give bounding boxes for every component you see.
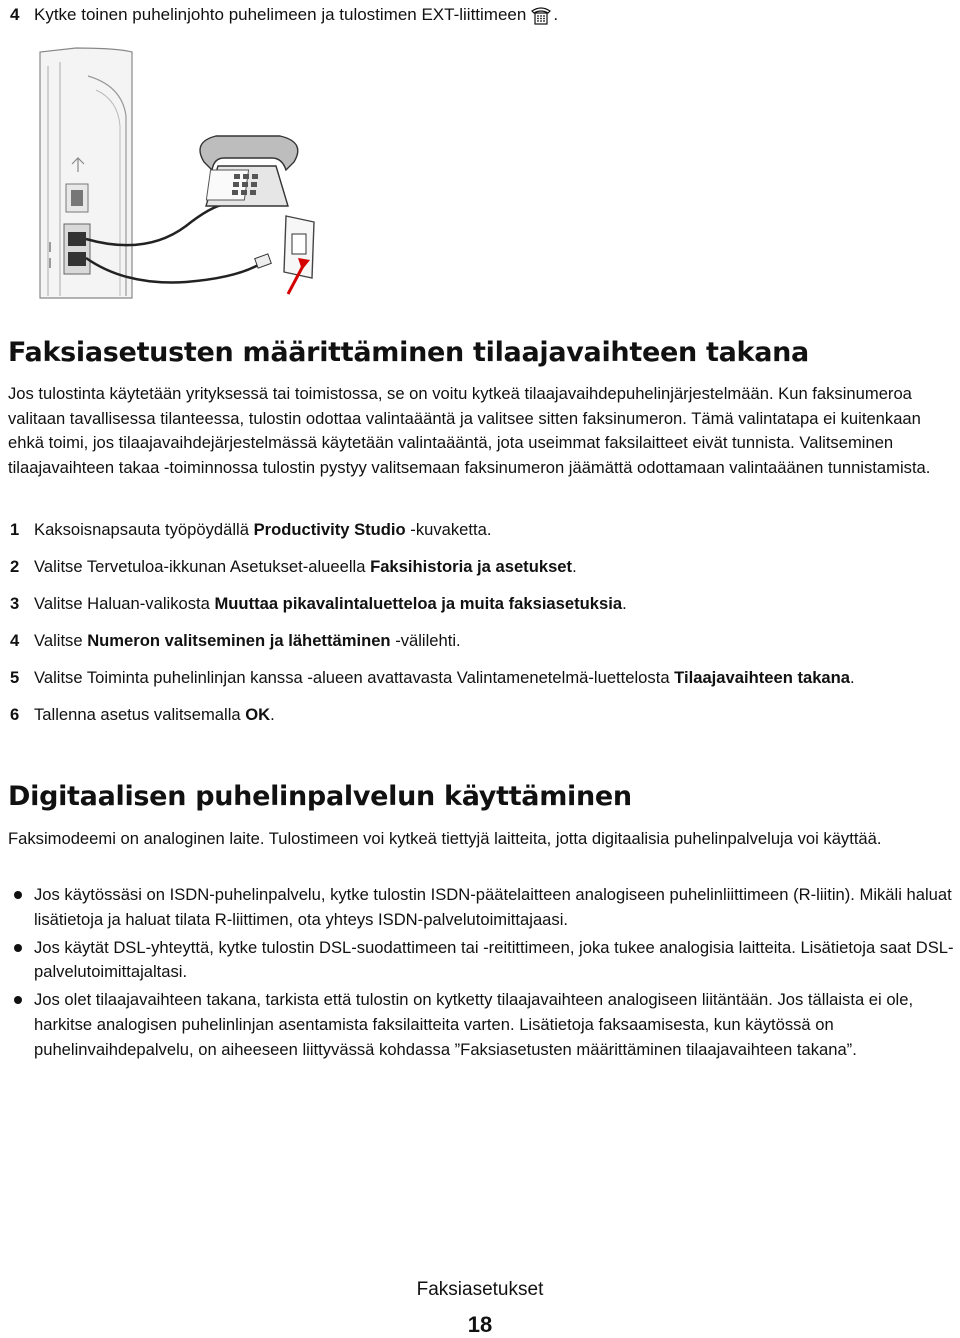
list-item bbox=[8, 517, 958, 542]
list-item bbox=[8, 883, 958, 932]
step-text: Valitse Tervetuloa-ikkunan Asetukset-alueella bbox=[34, 557, 371, 576]
step-bold-text: Tilaajavaihteen takana bbox=[674, 668, 851, 687]
list-item bbox=[8, 628, 958, 653]
bullet-text: Jos olet tilaajavaihteen takana, tarkista että tulostin on kytketty tilaajavaihteen analogiseen liitäntään. Jos tällaista ei ole, harkitse analogisen puhelinlinjan asentamista faksilaitteita varten. Lisätietoja faksaamisesta, kun käytössä on puhelinvaihdepalvelu, on aiheeseen liittyvässä kohdassa ”Faksiasetusten määrittäminen tilaajavaihteen takana”. bbox=[34, 990, 914, 1059]
step-text: Kaksoisnapsauta työpöydällä bbox=[34, 520, 254, 539]
list-item bbox=[8, 936, 958, 985]
step-text: Tallenna asetus valitsemalla bbox=[34, 705, 246, 724]
section-paragraph-digital: Faksimodeemi on analoginen laite. Tulostimeen voi kytkeä tiettyjä laitteita, jotta digitaalisia puhelinpalveluja voi käyttää. bbox=[8, 829, 882, 848]
bullet-icon bbox=[14, 996, 22, 1004]
section-heading-digital: Digitaalisen puhelinpalvelun käyttäminen bbox=[8, 781, 632, 812]
step-number: 6 bbox=[10, 705, 20, 724]
step-bold-text: OK bbox=[245, 705, 271, 724]
bullet-list bbox=[8, 883, 958, 1066]
list-item bbox=[8, 591, 958, 616]
list-item bbox=[8, 665, 958, 690]
step-text-end: . bbox=[850, 668, 855, 687]
steps-list bbox=[8, 517, 958, 739]
step-text-end: . bbox=[270, 705, 275, 724]
footer-chapter-label bbox=[0, 1279, 960, 1301]
step-text-end: . bbox=[572, 557, 577, 576]
step-text: Valitse bbox=[34, 631, 88, 650]
page-number: 18 bbox=[467, 1312, 493, 1337]
bullet-icon bbox=[14, 944, 22, 952]
bullet-icon bbox=[14, 891, 22, 899]
step-text-end: . bbox=[622, 594, 627, 613]
step-number: 4 bbox=[10, 631, 20, 650]
step-suffix: . bbox=[553, 5, 559, 24]
step-text: Valitse Haluan-valikosta bbox=[34, 594, 215, 613]
step-text: Kytke toinen puhelinjohto puhelimeen ja tulostimen EXT-liittimeen bbox=[34, 5, 527, 24]
step-number: 2 bbox=[10, 557, 20, 576]
step-bold-text: Faksihistoria ja asetukset bbox=[370, 557, 573, 576]
step-bold-text: Productivity Studio bbox=[253, 520, 406, 539]
step-number: 3 bbox=[10, 594, 20, 613]
step-4 bbox=[10, 4, 558, 26]
section-paragraph-pbx: Jos tulostinta käytetään yrityksessä tai toimistossa, se on voitu kytkeä tilaajavaihdepuhelinjärjestelmään. Kun faksinumeroa valitaan tavallisessa tilanteessa, tulostin odottaa valintaääntä ja valitsee sitten faksinumeron. Tämä valintatapa ei kuitenkaan ehkä toimi, jos tilaajavaihdejärjestelmässä käytetään valintaääntä, jota useimmat faksilaitteet eivät tunnista. Valitseminen tilaajavaihteen takaa -toiminnossa tulostin pystyy valitsemaan faksinumeron jäämättä odottamaan valintaäänen tunnistamista. bbox=[8, 384, 931, 477]
list-item bbox=[8, 554, 958, 579]
step-text: Valitse Toiminta puhelinlinjan kanssa -alueen avattavasta Valintamenetelmä-luettelosta bbox=[34, 668, 675, 687]
list-item bbox=[8, 702, 958, 727]
footer-label-text: Faksiasetukset bbox=[416, 1279, 544, 1300]
bullet-text: Jos käytät DSL-yhteyttä, kytke tulostin DSL-suodattimeen tai -reitittimeen, joka tukee analogisia laitteita. Lisätietoja saat DSL-palvelutoimittajaltasi. bbox=[34, 937, 954, 982]
list-item bbox=[8, 988, 958, 1062]
step-bold-text: Numeron valitseminen ja lähettäminen bbox=[87, 631, 391, 650]
step-text-end: -välilehti. bbox=[390, 631, 461, 650]
printer-phone-connection-illustration bbox=[36, 46, 336, 304]
step-number: 5 bbox=[10, 668, 20, 687]
step-number: 1 bbox=[10, 520, 20, 539]
section-heading-pbx: Faksiasetusten määrittäminen tilaajavaihteen takana bbox=[8, 337, 809, 368]
phone-jack-icon bbox=[530, 4, 552, 26]
step-text-end: -kuvaketta. bbox=[405, 520, 492, 539]
bullet-text: Jos käytössäsi on ISDN-puhelinpalvelu, kytke tulostin ISDN-päätelaitteen analogiseen puhelinliittimeen (R-liitin). Mikäli haluat lisätietoja ja haluat tilata R-liittimen, ota yhteys ISDN-palvelutoimittajaasi. bbox=[34, 885, 952, 929]
step-bold-text: Muuttaa pikavalintaluetteloa ja muita faksiasetuksia bbox=[214, 594, 623, 613]
step-number: 4 bbox=[10, 5, 20, 24]
